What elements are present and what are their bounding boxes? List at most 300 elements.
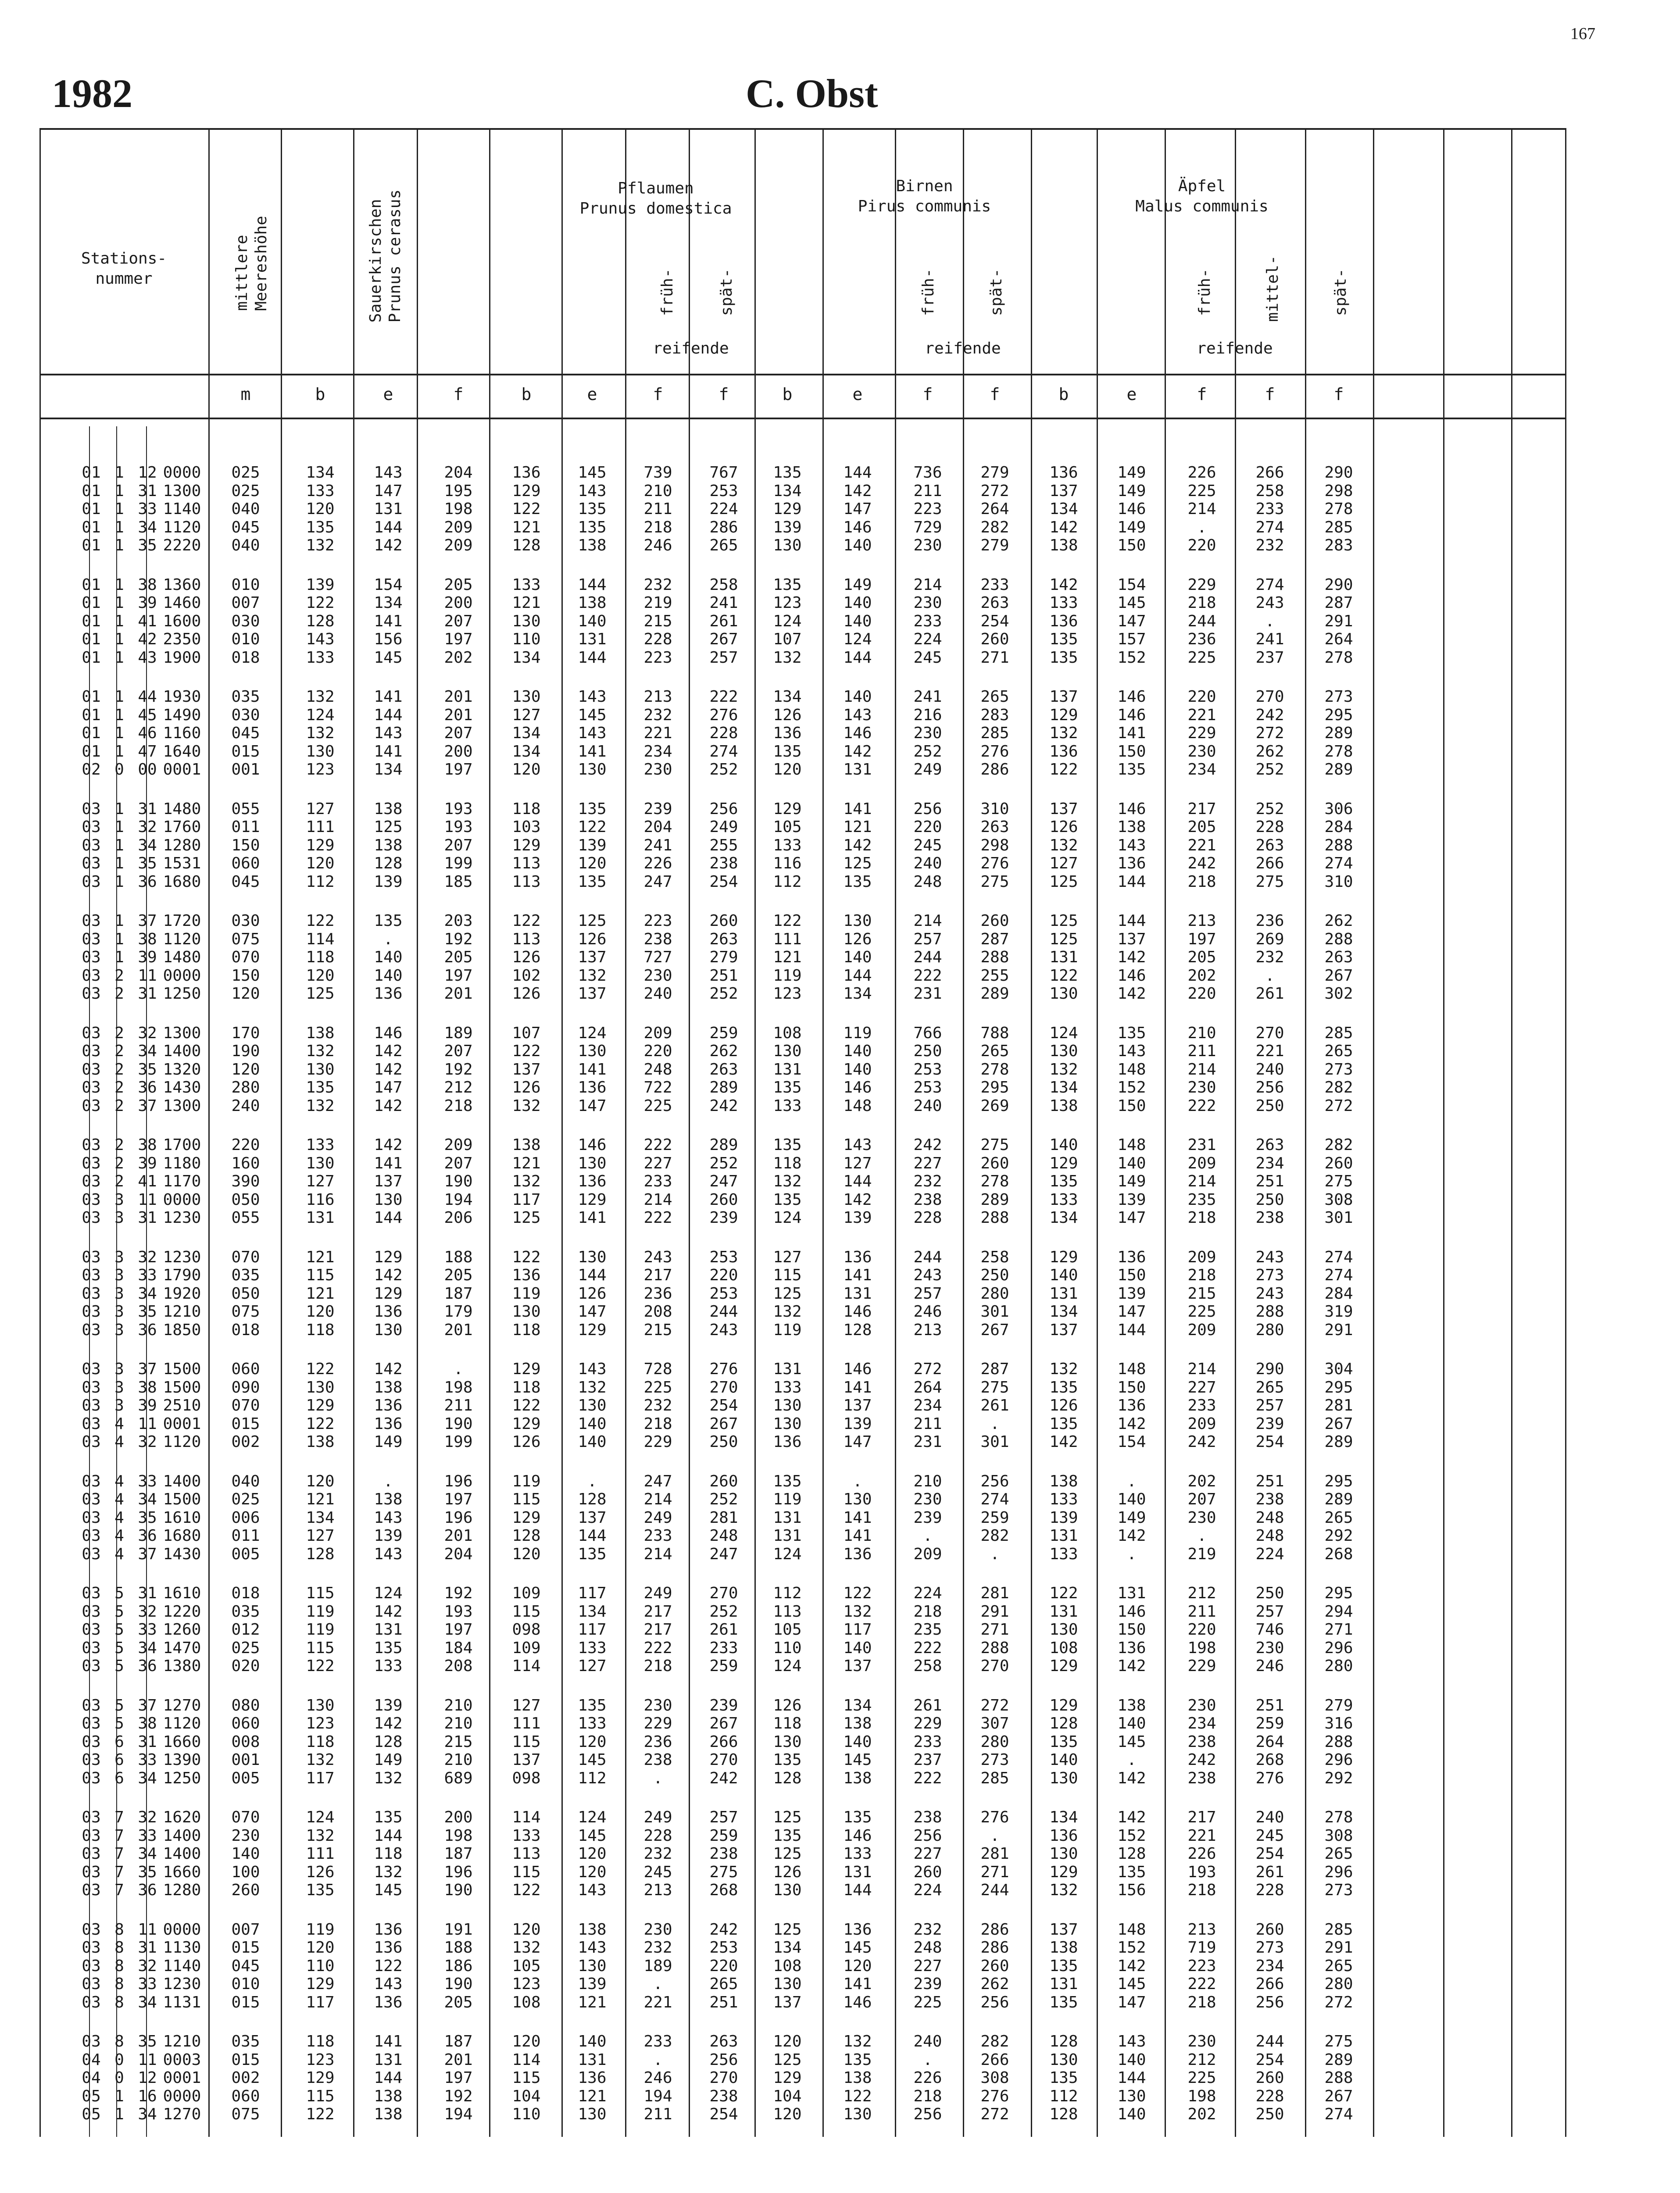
value-cell: 145 bbox=[843, 1751, 872, 1769]
value-cell: 289 bbox=[1324, 2050, 1353, 2069]
value-cell: 198 bbox=[1187, 1639, 1216, 1657]
value-cell: 284 bbox=[1324, 818, 1353, 836]
value-cell: 148 bbox=[1117, 1920, 1146, 1939]
value-cell: 138 bbox=[843, 2069, 872, 2087]
value-cell: 040 bbox=[231, 1472, 260, 1490]
value-cell: 130 bbox=[1049, 1042, 1078, 1060]
value-cell: 138 bbox=[374, 2105, 403, 2123]
station-cell: 01 bbox=[82, 594, 101, 612]
value-cell: 272 bbox=[913, 1360, 942, 1378]
value-cell: 135 bbox=[578, 1696, 607, 1714]
station-cell: 1660 bbox=[163, 1732, 201, 1751]
value-cell: 319 bbox=[1324, 1303, 1353, 1321]
value-cell: 131 bbox=[1049, 1975, 1078, 1993]
station-cell: 1120 bbox=[163, 930, 201, 948]
value-cell: 233 bbox=[643, 1172, 672, 1190]
value-cell: 005 bbox=[231, 1769, 260, 1787]
station-cell: 3 bbox=[114, 1303, 124, 1321]
station-cell: 2220 bbox=[163, 536, 201, 554]
value-cell: 226 bbox=[1187, 1845, 1216, 1863]
value-cell: 253 bbox=[913, 1079, 942, 1096]
station-cell: 32 bbox=[138, 1024, 157, 1042]
value-cell: 262 bbox=[1324, 912, 1353, 930]
value-cell: 015 bbox=[231, 1939, 260, 1957]
value-cell: 122 bbox=[1049, 1584, 1078, 1602]
value-cell: 223 bbox=[643, 912, 672, 930]
value-cell: 134 bbox=[1049, 1303, 1078, 1321]
value-cell: 230 bbox=[643, 761, 672, 779]
value-cell: 276 bbox=[1255, 1769, 1284, 1787]
value-cell: 220 bbox=[643, 1042, 672, 1060]
value-cell: 238 bbox=[913, 1808, 942, 1826]
sour-cherry-header: Sauerkirschen Prunus cerasus bbox=[367, 189, 404, 323]
value-cell: 249 bbox=[643, 1808, 672, 1826]
value-cell: 279 bbox=[980, 536, 1009, 554]
value-cell: 211 bbox=[444, 1397, 473, 1414]
value-cell: 131 bbox=[773, 1527, 802, 1545]
value-cell: 238 bbox=[1187, 1769, 1216, 1787]
value-cell: 130 bbox=[1049, 2050, 1078, 2069]
station-cell: 01 bbox=[82, 724, 101, 742]
value-cell: 138 bbox=[374, 836, 403, 854]
value-cell: 244 bbox=[980, 1881, 1009, 1899]
value-cell: 242 bbox=[1255, 706, 1284, 724]
value-cell: 222 bbox=[643, 1136, 672, 1154]
value-cell: 209 bbox=[913, 1545, 942, 1563]
station-cell: 03 bbox=[82, 1657, 101, 1675]
station-cell: 1640 bbox=[163, 742, 201, 761]
unit-label: f bbox=[718, 385, 729, 404]
value-cell: 141 bbox=[843, 1266, 872, 1284]
value-cell: 209 bbox=[1187, 1414, 1216, 1433]
value-cell: 274 bbox=[709, 742, 738, 761]
value-cell: 216 bbox=[913, 706, 942, 724]
value-cell: 129 bbox=[306, 1397, 335, 1414]
value-cell: 192 bbox=[444, 930, 473, 948]
pear-header: Birnen Pirus communis bbox=[858, 177, 991, 215]
value-cell: 136 bbox=[1049, 1826, 1078, 1845]
value-cell: 258 bbox=[1255, 482, 1284, 500]
value-cell: 298 bbox=[1324, 482, 1353, 500]
value-cell: 124 bbox=[773, 1545, 802, 1563]
value-cell: 130 bbox=[578, 1248, 607, 1266]
station-cell: 03 bbox=[82, 1714, 101, 1732]
value-cell: 208 bbox=[444, 1657, 473, 1675]
table-top-rule bbox=[39, 128, 1565, 130]
value-cell: 140 bbox=[1117, 2050, 1146, 2069]
station-cell: 1 bbox=[114, 872, 124, 891]
value-cell: 253 bbox=[709, 1284, 738, 1303]
value-cell: 138 bbox=[374, 1378, 403, 1397]
value-cell: 135 bbox=[773, 1079, 802, 1096]
station-cell: 3 bbox=[114, 1209, 124, 1227]
altitude-header: mittlere Meereshöhe bbox=[233, 216, 270, 311]
value-cell: 124 bbox=[306, 1808, 335, 1826]
station-cell: 1850 bbox=[163, 1321, 201, 1339]
value-cell: 134 bbox=[1049, 500, 1078, 518]
value-cell: 254 bbox=[709, 1397, 738, 1414]
value-cell: 112 bbox=[773, 1584, 802, 1602]
value-cell: 147 bbox=[1117, 1209, 1146, 1227]
value-cell: 273 bbox=[980, 1751, 1009, 1769]
value-cell: 127 bbox=[843, 1154, 872, 1172]
value-cell: 116 bbox=[773, 854, 802, 872]
value-cell: 121 bbox=[512, 518, 541, 536]
value-cell: 221 bbox=[1187, 706, 1216, 724]
value-cell: 204 bbox=[444, 464, 473, 482]
value-cell: 142 bbox=[1117, 1957, 1146, 1975]
value-cell: 236 bbox=[1187, 630, 1216, 648]
station-cell: 8 bbox=[114, 1920, 124, 1939]
value-cell: 135 bbox=[1049, 1172, 1078, 1190]
value-cell: 129 bbox=[512, 1414, 541, 1433]
value-cell: 207 bbox=[444, 1154, 473, 1172]
value-cell: 133 bbox=[306, 648, 335, 667]
value-cell: 252 bbox=[709, 761, 738, 779]
header-bottom-rule bbox=[39, 418, 1565, 419]
station-cell: 0001 bbox=[163, 761, 201, 779]
value-cell: 209 bbox=[1187, 1321, 1216, 1339]
value-cell: 154 bbox=[1117, 575, 1146, 594]
value-cell: 142 bbox=[374, 1266, 403, 1284]
value-cell: 139 bbox=[578, 1975, 607, 1993]
value-cell: 245 bbox=[913, 648, 942, 667]
value-cell: 285 bbox=[1324, 1024, 1353, 1042]
value-cell: 268 bbox=[709, 1881, 738, 1899]
value-cell: . bbox=[383, 930, 393, 948]
value-cell: 142 bbox=[1117, 948, 1146, 966]
station-cell: 1610 bbox=[163, 1508, 201, 1527]
value-cell: 230 bbox=[643, 1696, 672, 1714]
value-cell: 118 bbox=[306, 948, 335, 966]
value-cell: 150 bbox=[1117, 742, 1146, 761]
value-cell: 120 bbox=[773, 761, 802, 779]
value-cell: 271 bbox=[980, 1621, 1009, 1639]
value-cell: 130 bbox=[306, 1154, 335, 1172]
station-cell: 5 bbox=[114, 1714, 124, 1732]
value-cell: 225 bbox=[1187, 648, 1216, 667]
value-cell: 143 bbox=[578, 482, 607, 500]
value-cell: 190 bbox=[231, 1042, 260, 1060]
value-cell: 129 bbox=[773, 2069, 802, 2087]
station-cell: 33 bbox=[138, 1751, 157, 1769]
station-cell: 1 bbox=[114, 612, 124, 630]
value-cell: 129 bbox=[306, 1975, 335, 1993]
value-cell: 137 bbox=[512, 1060, 541, 1079]
value-cell: 187 bbox=[444, 1284, 473, 1303]
value-cell: 265 bbox=[709, 1975, 738, 1993]
value-cell: 045 bbox=[231, 1957, 260, 1975]
station-cell: 33 bbox=[138, 1826, 157, 1845]
value-cell: 124 bbox=[578, 1024, 607, 1042]
value-cell: 232 bbox=[1255, 536, 1284, 554]
value-cell: 217 bbox=[643, 1621, 672, 1639]
value-cell: 135 bbox=[773, 1472, 802, 1490]
value-cell: 243 bbox=[913, 1266, 942, 1284]
station-cell: 33 bbox=[138, 1621, 157, 1639]
value-cell: 226 bbox=[1187, 464, 1216, 482]
station-cell: 6 bbox=[114, 1732, 124, 1751]
station-cell: 36 bbox=[138, 872, 157, 891]
value-cell: 261 bbox=[1255, 1863, 1284, 1881]
value-cell: 070 bbox=[231, 1248, 260, 1266]
station-cell: 1140 bbox=[163, 500, 201, 518]
value-cell: 242 bbox=[709, 1096, 738, 1115]
value-cell: 150 bbox=[231, 966, 260, 985]
value-cell: 128 bbox=[374, 854, 403, 872]
value-cell: 122 bbox=[374, 1957, 403, 1975]
value-cell: 259 bbox=[1255, 1714, 1284, 1732]
value-cell: 134 bbox=[512, 648, 541, 667]
station-cell: 1 bbox=[114, 2087, 124, 2105]
value-cell: 209 bbox=[444, 536, 473, 554]
value-cell: 286 bbox=[980, 761, 1009, 779]
value-cell: 136 bbox=[843, 1248, 872, 1266]
value-cell: 212 bbox=[1187, 2050, 1216, 2069]
value-cell: 214 bbox=[1187, 1172, 1216, 1190]
value-cell: 134 bbox=[306, 1508, 335, 1527]
station-cell: 03 bbox=[82, 948, 101, 966]
value-cell: 146 bbox=[843, 1303, 872, 1321]
station-cell: 3 bbox=[114, 1321, 124, 1339]
value-cell: 122 bbox=[512, 500, 541, 518]
value-cell: 286 bbox=[709, 518, 738, 536]
value-cell: 120 bbox=[578, 1863, 607, 1881]
value-cell: 142 bbox=[843, 1190, 872, 1209]
value-cell: 050 bbox=[231, 1190, 260, 1209]
station-cell: 1400 bbox=[163, 1826, 201, 1845]
value-cell: 135 bbox=[1117, 1024, 1146, 1042]
station-cell: 03 bbox=[82, 1321, 101, 1339]
value-cell: 267 bbox=[709, 630, 738, 648]
station-cell: 35 bbox=[138, 854, 157, 872]
station-cell: 31 bbox=[138, 800, 157, 818]
value-cell: 214 bbox=[913, 912, 942, 930]
station-cell: 03 bbox=[82, 1248, 101, 1266]
value-cell: 133 bbox=[1049, 1490, 1078, 1508]
value-cell: 245 bbox=[643, 1863, 672, 1881]
value-cell: 205 bbox=[444, 1266, 473, 1284]
value-cell: 221 bbox=[1187, 1826, 1216, 1845]
value-cell: 122 bbox=[306, 2105, 335, 2123]
value-cell: . bbox=[990, 1414, 1000, 1433]
value-cell: 146 bbox=[1117, 688, 1146, 706]
value-cell: 141 bbox=[374, 612, 403, 630]
value-cell: 156 bbox=[374, 630, 403, 648]
column-rule bbox=[754, 128, 756, 2137]
value-cell: 213 bbox=[913, 1321, 942, 1339]
value-cell: 255 bbox=[980, 966, 1009, 985]
value-cell: 135 bbox=[1049, 2069, 1078, 2087]
value-cell: 135 bbox=[773, 742, 802, 761]
value-cell: 245 bbox=[913, 836, 942, 854]
value-cell: 256 bbox=[980, 1993, 1009, 2011]
value-cell: 227 bbox=[643, 1154, 672, 1172]
value-cell: 133 bbox=[773, 1378, 802, 1397]
value-cell: 007 bbox=[231, 594, 260, 612]
value-cell: 119 bbox=[773, 1321, 802, 1339]
station-cell: 34 bbox=[138, 2105, 157, 2123]
value-cell: 152 bbox=[1117, 1939, 1146, 1957]
value-cell: 197 bbox=[444, 1490, 473, 1508]
value-cell: 252 bbox=[709, 1490, 738, 1508]
station-cell: 34 bbox=[138, 1769, 157, 1787]
value-cell: 130 bbox=[1049, 1769, 1078, 1787]
value-cell: 201 bbox=[444, 985, 473, 1003]
station-cell: 2 bbox=[114, 1154, 124, 1172]
value-cell: 137 bbox=[1049, 800, 1078, 818]
value-cell: 729 bbox=[913, 518, 942, 536]
value-cell: 150 bbox=[1117, 1096, 1146, 1115]
station-cell: 01 bbox=[82, 742, 101, 761]
value-cell: 132 bbox=[512, 1172, 541, 1190]
value-cell: 125 bbox=[773, 1845, 802, 1863]
value-cell: 130 bbox=[306, 1378, 335, 1397]
value-cell: 138 bbox=[1049, 1472, 1078, 1490]
station-cell: 1 bbox=[114, 800, 124, 818]
value-cell: 268 bbox=[1255, 1751, 1284, 1769]
value-cell: 278 bbox=[1324, 742, 1353, 761]
pear-early-label: früh- bbox=[919, 268, 937, 316]
value-cell: 131 bbox=[1117, 1584, 1146, 1602]
value-cell: 133 bbox=[512, 575, 541, 594]
value-cell: 281 bbox=[1324, 1397, 1353, 1414]
value-cell: 126 bbox=[843, 930, 872, 948]
value-cell: 129 bbox=[1049, 1657, 1078, 1675]
value-cell: 214 bbox=[643, 1545, 672, 1563]
value-cell: 142 bbox=[843, 482, 872, 500]
station-cell: 32 bbox=[138, 1602, 157, 1621]
value-cell: 272 bbox=[980, 1696, 1009, 1714]
station-cell: 37 bbox=[138, 1360, 157, 1378]
value-cell: 001 bbox=[231, 1751, 260, 1769]
station-cell: 2 bbox=[114, 1172, 124, 1190]
value-cell: . bbox=[1197, 1527, 1207, 1545]
value-cell: 280 bbox=[231, 1079, 260, 1096]
value-cell: 250 bbox=[913, 1042, 942, 1060]
value-cell: 249 bbox=[709, 818, 738, 836]
value-cell: 130 bbox=[843, 912, 872, 930]
value-cell: 236 bbox=[643, 1284, 672, 1303]
value-cell: 150 bbox=[1117, 536, 1146, 554]
station-cell: 4 bbox=[114, 1433, 124, 1451]
value-cell: 263 bbox=[1324, 948, 1353, 966]
value-cell: 138 bbox=[1117, 1696, 1146, 1714]
value-cell: 127 bbox=[306, 1172, 335, 1190]
value-cell: 254 bbox=[1255, 2050, 1284, 2069]
value-cell: 018 bbox=[231, 1321, 260, 1339]
value-cell: 273 bbox=[1255, 1266, 1284, 1284]
value-cell: 308 bbox=[1324, 1190, 1353, 1209]
station-cell: 0003 bbox=[163, 2050, 201, 2069]
value-cell: 190 bbox=[444, 1414, 473, 1433]
station-cell: 7 bbox=[114, 1826, 124, 1845]
value-cell: 118 bbox=[306, 2032, 335, 2050]
value-cell: 233 bbox=[643, 2032, 672, 2050]
value-cell: 260 bbox=[1255, 1920, 1284, 1939]
value-cell: 263 bbox=[1255, 836, 1284, 854]
value-cell: 270 bbox=[709, 1584, 738, 1602]
value-cell: 263 bbox=[1255, 1136, 1284, 1154]
value-cell: 218 bbox=[1187, 1266, 1216, 1284]
value-cell: 143 bbox=[1117, 836, 1146, 854]
value-cell: 120 bbox=[512, 2032, 541, 2050]
station-cell: 03 bbox=[82, 1154, 101, 1172]
value-cell: 222 bbox=[1187, 1975, 1216, 1993]
station-cell: 03 bbox=[82, 2032, 101, 2050]
value-cell: 238 bbox=[709, 1845, 738, 1863]
station-cell: 7 bbox=[114, 1881, 124, 1899]
value-cell: 156 bbox=[1117, 1881, 1146, 1899]
station-cell: 32 bbox=[138, 1957, 157, 1975]
station-cell: 03 bbox=[82, 1284, 101, 1303]
value-cell: 272 bbox=[980, 2105, 1009, 2123]
value-cell: 098 bbox=[512, 1769, 541, 1787]
value-cell: 126 bbox=[306, 1863, 335, 1881]
value-cell: 152 bbox=[1117, 648, 1146, 667]
value-cell: 144 bbox=[843, 1172, 872, 1190]
station-cell: 03 bbox=[82, 1826, 101, 1845]
value-cell: 146 bbox=[374, 1024, 403, 1042]
value-cell: 247 bbox=[709, 1172, 738, 1190]
value-cell: 728 bbox=[643, 1360, 672, 1378]
value-cell: 207 bbox=[1187, 1490, 1216, 1508]
value-cell: 145 bbox=[578, 464, 607, 482]
value-cell: 141 bbox=[843, 800, 872, 818]
value-cell: 149 bbox=[843, 575, 872, 594]
value-cell: 263 bbox=[980, 594, 1009, 612]
value-cell: 722 bbox=[643, 1079, 672, 1096]
value-cell: 133 bbox=[306, 1136, 335, 1154]
value-cell: 142 bbox=[1049, 518, 1078, 536]
value-cell: 231 bbox=[913, 1433, 942, 1451]
station-cell: 01 bbox=[82, 518, 101, 536]
value-cell: 125 bbox=[306, 985, 335, 1003]
value-cell: 214 bbox=[1187, 1360, 1216, 1378]
value-cell: 194 bbox=[444, 1190, 473, 1209]
column-rule bbox=[963, 128, 964, 2137]
station-cell: 1131 bbox=[163, 1993, 201, 2011]
value-cell: 118 bbox=[306, 1732, 335, 1751]
value-cell: 136 bbox=[578, 1079, 607, 1096]
value-cell: 203 bbox=[444, 912, 473, 930]
value-cell: 247 bbox=[709, 1545, 738, 1563]
value-cell: 215 bbox=[1187, 1284, 1216, 1303]
value-cell: 133 bbox=[578, 1714, 607, 1732]
value-cell: 250 bbox=[1255, 2105, 1284, 2123]
value-cell: 136 bbox=[1049, 742, 1078, 761]
value-cell: 150 bbox=[1117, 1266, 1146, 1284]
value-cell: 125 bbox=[773, 1920, 802, 1939]
value-cell: 146 bbox=[1117, 706, 1146, 724]
station-cell: 1400 bbox=[163, 1845, 201, 1863]
station-cell: 32 bbox=[138, 1248, 157, 1266]
value-cell: 131 bbox=[1049, 1284, 1078, 1303]
value-cell: 120 bbox=[773, 2032, 802, 2050]
value-cell: 188 bbox=[444, 1248, 473, 1266]
value-cell: 283 bbox=[1324, 536, 1353, 554]
station-cell: 01 bbox=[82, 482, 101, 500]
column-rule bbox=[281, 128, 282, 2137]
value-cell: 140 bbox=[1117, 1490, 1146, 1508]
value-cell: 284 bbox=[1324, 1284, 1353, 1303]
station-cell: 1430 bbox=[163, 1079, 201, 1096]
station-cell: 39 bbox=[138, 1397, 157, 1414]
value-cell: 129 bbox=[1049, 1696, 1078, 1714]
column-rule bbox=[822, 128, 824, 2137]
value-cell: 119 bbox=[306, 1602, 335, 1621]
value-cell: 265 bbox=[1324, 1845, 1353, 1863]
